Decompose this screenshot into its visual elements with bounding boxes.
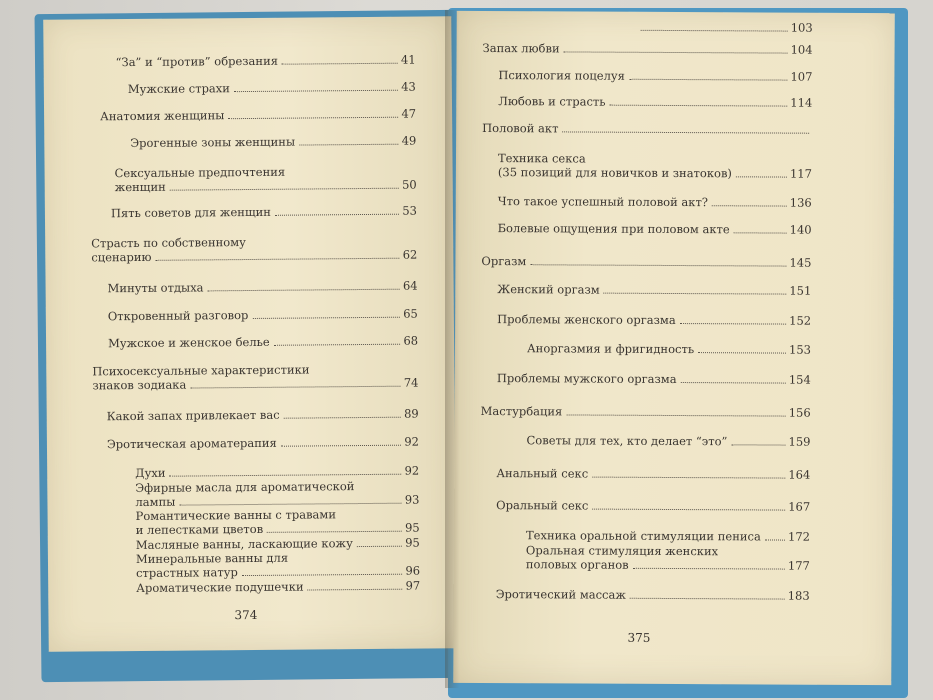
toc-entry-title: Анальный секс: [496, 466, 589, 481]
toc-entry-page: 154: [788, 372, 811, 387]
toc-entry: [108, 307, 418, 324]
dot-leader: [234, 89, 398, 92]
toc-entry-page: 151: [789, 283, 812, 298]
toc-entry-title: Откровенный разговор: [107, 308, 249, 324]
toc-entry: [497, 282, 811, 298]
toc-entry-title: Любовь и страсть: [498, 94, 606, 109]
toc-entry-page: 159: [788, 434, 811, 449]
toc-entry-title-line1: Техника секса: [497, 151, 586, 166]
toc-entry-title: Ароматические подушечки: [136, 579, 304, 596]
toc-entry-title-line1: Эфирные масла для ароматической: [135, 479, 355, 496]
dot-leader: [681, 381, 786, 384]
dot-leader: [156, 257, 400, 261]
toc-entry: [498, 194, 812, 210]
toc-entry-page: 53: [402, 203, 417, 218]
toc-entry: [116, 53, 416, 70]
dot-leader: [734, 231, 787, 233]
toc-entry-title: Проблемы женского оргазма: [497, 312, 676, 328]
toc-entry-page: 103: [790, 20, 813, 35]
left-page-number: 374: [234, 607, 258, 623]
toc-entry: [496, 498, 810, 514]
dot-leader: [242, 573, 403, 576]
toc-entry-title: Что такое успешный половой акт?: [497, 194, 709, 210]
toc-entry: [526, 543, 810, 572]
toc-entry-title: Техника оральной стимуляции пениса: [525, 528, 761, 544]
dot-leader: [228, 116, 398, 119]
toc-entry-title: половых органов: [525, 557, 629, 572]
dot-leader: [284, 416, 401, 419]
toc-entry-page: 136: [789, 195, 812, 210]
toc-entry-page: 65: [403, 306, 418, 321]
dot-leader: [274, 343, 401, 346]
toc-entry: [115, 164, 417, 195]
toc-entry-page: 92: [404, 463, 420, 478]
toc-entry: [526, 433, 810, 448]
toc-entry: [91, 234, 417, 265]
toc-entry-page: 47: [401, 106, 417, 121]
toc-entry-title-line1: Сексуальные предпочтения: [114, 164, 286, 181]
toc-entry-page: 68: [403, 333, 419, 348]
toc-entry: [100, 107, 416, 124]
toc-entry-page: 62: [402, 247, 418, 262]
toc-entry: [526, 528, 810, 543]
toc-entry-title: Пять советов для женщин: [110, 204, 271, 221]
dot-leader: [530, 263, 786, 266]
dot-leader: [765, 538, 785, 540]
dot-leader: [208, 288, 400, 292]
toc-entry: [482, 121, 812, 137]
toc-entry-title: Оргазм: [481, 253, 527, 269]
toc-entry-title: женщин: [114, 179, 166, 195]
toc-entry: [108, 334, 418, 351]
toc-entry-page: 104: [790, 42, 813, 57]
toc-entry-title: Женский оргазм: [497, 282, 600, 297]
dot-leader: [170, 473, 402, 477]
toc-entry-title: Какой запах привлекает вас: [106, 407, 280, 424]
toc-entry: [92, 362, 418, 393]
toc-entry-page: 50: [402, 177, 417, 192]
toc-entry-page: 152: [789, 313, 812, 328]
toc-entry-page: 107: [790, 69, 813, 84]
toc-entry-page: 167: [788, 499, 811, 514]
toc-entry-page: 43: [401, 79, 416, 94]
toc-entry: [107, 435, 419, 452]
toc-entry-page: 172: [788, 529, 811, 544]
dot-leader: [680, 322, 786, 325]
dot-leader: [630, 597, 785, 600]
toc-entry-title-line1: Романтические ванны с травами: [135, 507, 337, 524]
toc-entry-title: Половой акт: [482, 120, 559, 136]
dot-leader: [712, 204, 787, 206]
toc-entry-page: 97: [405, 578, 421, 593]
toc-entry-page: 164: [788, 467, 811, 482]
toc-entry-title: лампы: [135, 494, 176, 510]
toc-entry-page: 93: [404, 492, 420, 507]
toc-entry-title: Эрогенные зоны женщины: [130, 134, 296, 151]
dot-leader: [592, 508, 785, 511]
left-page: [43, 16, 456, 652]
toc-entry-page: 153: [789, 342, 812, 357]
toc-entry-title: Эротический массаж: [495, 587, 627, 602]
toc-entry-title: и лепестками цветов: [135, 521, 264, 538]
toc-entry-title: Духи: [135, 465, 166, 481]
toc-entry-page: 140: [789, 222, 812, 237]
toc-entry-title: Проблемы мужского оргазма: [496, 371, 677, 387]
dot-leader: [564, 50, 788, 53]
toc-entry-title: сценарию: [91, 249, 152, 265]
toc-entry-page: 64: [402, 278, 418, 293]
toc-entry: [481, 404, 811, 420]
toc-entry-title: Минуты отдыха: [107, 280, 204, 296]
toc-entry-title: Запах любви: [482, 40, 560, 56]
dot-leader: [698, 351, 786, 353]
toc-entry-title: Эротическая ароматерапия: [106, 435, 277, 452]
dot-leader: [566, 413, 785, 416]
toc-entry-title: знаков зодиака: [92, 377, 187, 393]
toc-entry-title: страстных натур: [136, 565, 238, 581]
toc-entry: [107, 407, 419, 424]
toc-entry: [128, 80, 416, 97]
toc-entry: [496, 466, 810, 482]
dot-leader: [592, 476, 785, 479]
toc-entry-title: Советы для тех, кто делает “это”: [526, 433, 728, 449]
toc-entry: [637, 20, 813, 35]
dot-leader: [641, 29, 788, 32]
toc-entry: [497, 312, 811, 328]
dot-leader: [736, 175, 787, 177]
toc-entry-title: Мастурбация: [480, 403, 563, 419]
toc-entry: [483, 41, 813, 57]
toc-entry-title: Оральный секс: [496, 498, 589, 513]
toc-entry-page: 183: [787, 588, 810, 603]
toc-entry: [135, 479, 419, 509]
toc-entry: [136, 579, 420, 595]
dot-leader: [252, 316, 400, 319]
toc-entry-title-line1: Оральная стимуляция женских: [525, 543, 719, 559]
toc-entry-page: 117: [789, 166, 812, 181]
toc-entry-page: 95: [404, 520, 420, 535]
toc-entry-title: Мужские страхи: [127, 81, 230, 97]
toc-entry-title-line1: Психосексуальные характеристики: [92, 362, 310, 379]
dot-leader: [267, 530, 402, 533]
dot-leader: [275, 213, 399, 216]
toc-entry: [136, 550, 420, 580]
toc-entry-page: 89: [403, 406, 419, 421]
dot-leader: [604, 292, 787, 295]
dot-leader: [610, 104, 788, 107]
toc-entry: [496, 587, 810, 603]
toc-entry: [130, 134, 416, 150]
toc-entry-page: 41: [400, 52, 416, 67]
toc-entry: [136, 507, 420, 537]
toc-entry: [498, 221, 812, 237]
toc-entry-title: (35 позиций для новичков и знатоков): [497, 165, 732, 181]
toc-entry-title: Болевые ощущения при половом акте: [497, 221, 730, 237]
toc-entry: [111, 204, 417, 221]
dot-leader: [170, 187, 399, 191]
book-gutter: [445, 10, 463, 688]
right-page: [453, 11, 895, 685]
toc-entry: [481, 254, 811, 270]
toc-entry-page: 95: [405, 535, 420, 550]
toc-entry-page: 96: [405, 563, 421, 578]
toc-entry-page: 177: [787, 558, 810, 573]
dot-leader: [190, 385, 400, 389]
toc-entry-page: 74: [403, 375, 419, 390]
dot-leader: [562, 130, 809, 133]
toc-entry-title: Масляные ванны, ласкающие кожу: [135, 536, 353, 553]
dot-leader: [308, 588, 403, 591]
right-page-number: 375: [627, 630, 651, 645]
dot-leader: [629, 78, 788, 81]
toc-entry-title: Психология поцелуя: [498, 68, 625, 83]
toc-entry: [135, 464, 419, 480]
toc-entry-title: Аноргазмия и фригидность: [526, 341, 695, 357]
toc-entry-title: “За” и “против” обрезания: [115, 53, 279, 70]
toc-entry-page: 156: [788, 405, 811, 420]
dot-leader: [633, 567, 785, 570]
toc-entry: [498, 151, 812, 181]
toc-entry: [108, 279, 418, 296]
toc-entry-page: 114: [790, 95, 813, 110]
toc-entry: [498, 94, 812, 110]
toc-entry: [527, 341, 811, 356]
toc-entry-title-line1: Минеральные ванны для: [135, 550, 289, 567]
dot-leader: [357, 545, 402, 547]
dot-leader: [299, 143, 399, 146]
toc-entry-page: 92: [404, 434, 420, 449]
toc-entry-title-line1: Страсть по собственному: [91, 235, 246, 251]
toc-entry-title: Анатомия женщины: [100, 108, 225, 124]
dot-leader: [731, 443, 785, 445]
dot-leader: [282, 62, 398, 65]
toc-entry: [498, 68, 812, 84]
toc-entry: [497, 371, 811, 387]
toc-entry-page: 145: [789, 255, 812, 270]
dot-leader: [179, 502, 401, 506]
dot-leader: [281, 444, 402, 447]
toc-entry-page: 49: [401, 133, 417, 148]
toc-entry-title: Мужское и женское белье: [108, 334, 270, 351]
